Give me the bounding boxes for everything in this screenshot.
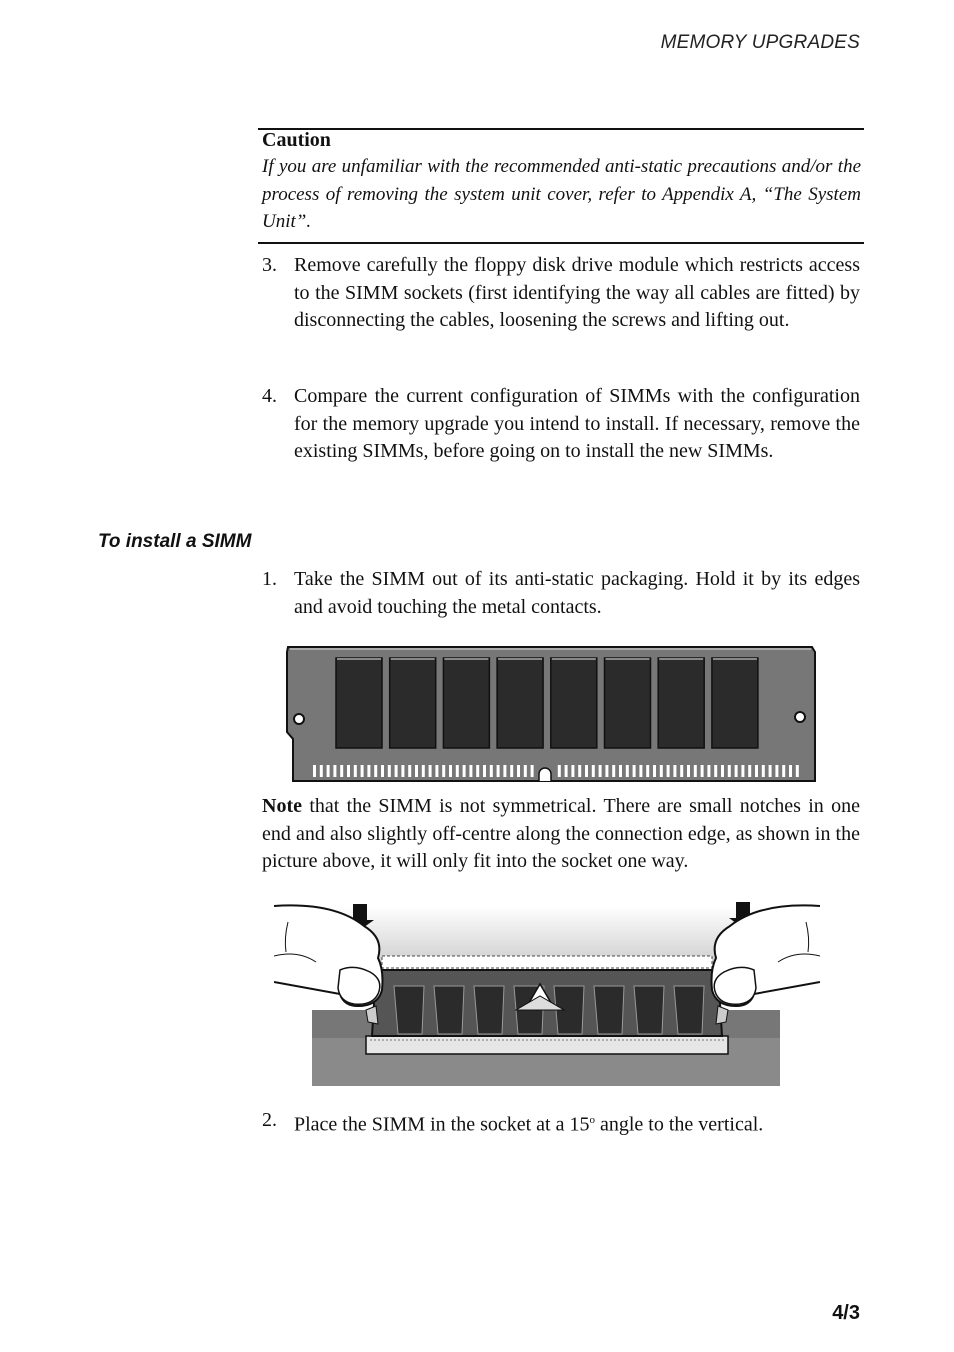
memory-chip: [434, 986, 464, 1034]
note-lead: Note: [262, 795, 302, 817]
contact-pin: [660, 765, 663, 777]
contact-pin: [626, 765, 629, 777]
contact-pin: [653, 765, 656, 777]
contact-pin: [490, 765, 493, 777]
contact-pin: [401, 765, 404, 777]
contact-pin: [531, 765, 534, 777]
contact-pin: [510, 765, 513, 777]
contact-pin: [565, 765, 568, 777]
contact-pin: [694, 765, 697, 777]
contact-pin: [735, 765, 738, 777]
contact-pin: [429, 765, 432, 777]
page-number: 4/3: [832, 1302, 860, 1324]
contact-pin: [707, 765, 710, 777]
degree-symbol: o: [589, 1114, 595, 1126]
contact-pin: [395, 765, 398, 777]
step-number: 3.: [262, 254, 277, 276]
contact-pin: [524, 765, 527, 777]
contact-pin: [687, 765, 690, 777]
memory-chip: [443, 658, 489, 748]
contact-pin: [741, 765, 744, 777]
step-number: 4.: [262, 385, 277, 407]
step-text: Take the SIMM out of its anti-static packaging. Hold it by its edges and avoid touching the metal contacts.: [294, 568, 860, 618]
contact-pin: [503, 765, 506, 777]
memory-chip: [605, 658, 651, 748]
memory-chip: [390, 658, 436, 748]
contact-pin: [796, 765, 799, 777]
contact-pin: [673, 765, 676, 777]
simm-insertion-illustration: [274, 898, 820, 1088]
contact-pin: [415, 765, 418, 777]
simm-module-illustration: [284, 644, 818, 784]
contact-pin: [388, 765, 391, 777]
contact-pin: [592, 765, 595, 777]
contact-pin: [775, 765, 778, 777]
section-heading: To install a SIMM: [98, 531, 252, 552]
contact-pin: [762, 765, 765, 777]
memory-chip: [336, 658, 382, 748]
contact-pin: [578, 765, 581, 777]
memory-chip: [712, 658, 758, 748]
step-text-start: Place the SIMM in the socket at a 15: [294, 1113, 590, 1136]
contact-pin: [558, 765, 561, 777]
memory-chip: [551, 658, 597, 748]
running-header: MEMORY UPGRADES: [660, 32, 860, 53]
contact-pin: [347, 765, 350, 777]
contact-pin: [639, 765, 642, 777]
contact-pin: [619, 765, 622, 777]
contact-pin: [714, 765, 717, 777]
contact-pin: [497, 765, 500, 777]
contact-pin: [667, 765, 670, 777]
contact-pin: [476, 765, 479, 777]
memory-chip: [394, 986, 424, 1034]
contact-pin: [449, 765, 452, 777]
step-4: [262, 383, 860, 466]
note-paragraph: [262, 793, 860, 876]
step-number: 1.: [262, 568, 277, 590]
memory-chip: [674, 986, 704, 1034]
step-text: [294, 1107, 860, 1139]
install-step-1: [262, 566, 860, 621]
contact-pin: [782, 765, 785, 777]
contact-pin: [680, 765, 683, 777]
contact-pin: [456, 765, 459, 777]
install-step-2: [262, 1107, 860, 1139]
memory-chip: [497, 658, 543, 748]
contact-pin: [313, 765, 316, 777]
memory-chip: [474, 986, 504, 1034]
contact-pin: [646, 765, 649, 777]
contact-pin: [789, 765, 792, 777]
caution-body: If you are unfamiliar with the recommended anti-static precautions and/or the process of removing the system unit cover, refer to Appendix A, “The System Unit”.: [262, 156, 861, 232]
contact-pin: [374, 765, 377, 777]
contact-pin: [361, 765, 364, 777]
contact-pin: [469, 765, 472, 777]
note-text: that the SIMM is not symmetrical. There are small notches in one end and also slightly off-centre along the connection edge, as shown in the picture above, it will only fit into the socket one way.: [262, 795, 860, 873]
contact-pin: [612, 765, 615, 777]
memory-chip: [658, 658, 704, 748]
contact-pin: [367, 765, 370, 777]
caution-title: Caution: [262, 129, 331, 151]
contact-pin: [571, 765, 574, 777]
contact-pin: [755, 765, 758, 777]
step-number: 2.: [262, 1109, 277, 1131]
contact-pin: [721, 765, 724, 777]
contact-pin: [381, 765, 384, 777]
contact-pin: [463, 765, 466, 777]
contact-pin: [748, 765, 751, 777]
contact-pin: [435, 765, 438, 777]
memory-chip: [594, 986, 624, 1034]
step-text-end: angle to the vertical.: [595, 1113, 764, 1136]
contact-pin: [585, 765, 588, 777]
contact-pin: [517, 765, 520, 777]
contact-pin: [354, 765, 357, 777]
contact-pin: [599, 765, 602, 777]
contact-pin: [333, 765, 336, 777]
caution-box: [258, 128, 864, 244]
step-text: Compare the current configuration of SIMMs with the configuration for the memory upgrade you intend to install. If necessary, remove the existing SIMMs, before going on to install the new SIMMs.: [294, 385, 860, 463]
contact-pin: [327, 765, 330, 777]
step-text: Remove carefully the floppy disk drive module which restricts access to the SIMM sockets (first identifying the way all cables are fitted) by disconnecting the cables, loosening the screws and lifting out.: [294, 254, 860, 332]
contact-pin: [422, 765, 425, 777]
contact-pin: [442, 765, 445, 777]
contact-pin: [728, 765, 731, 777]
step-3: [262, 252, 860, 335]
memory-chip: [634, 986, 664, 1034]
contact-pin: [320, 765, 323, 777]
contact-pin: [605, 765, 608, 777]
contact-pin: [483, 765, 486, 777]
contact-pin: [701, 765, 704, 777]
contact-pin: [769, 765, 772, 777]
contact-pin: [633, 765, 636, 777]
contact-pin: [408, 765, 411, 777]
contact-pin: [340, 765, 343, 777]
